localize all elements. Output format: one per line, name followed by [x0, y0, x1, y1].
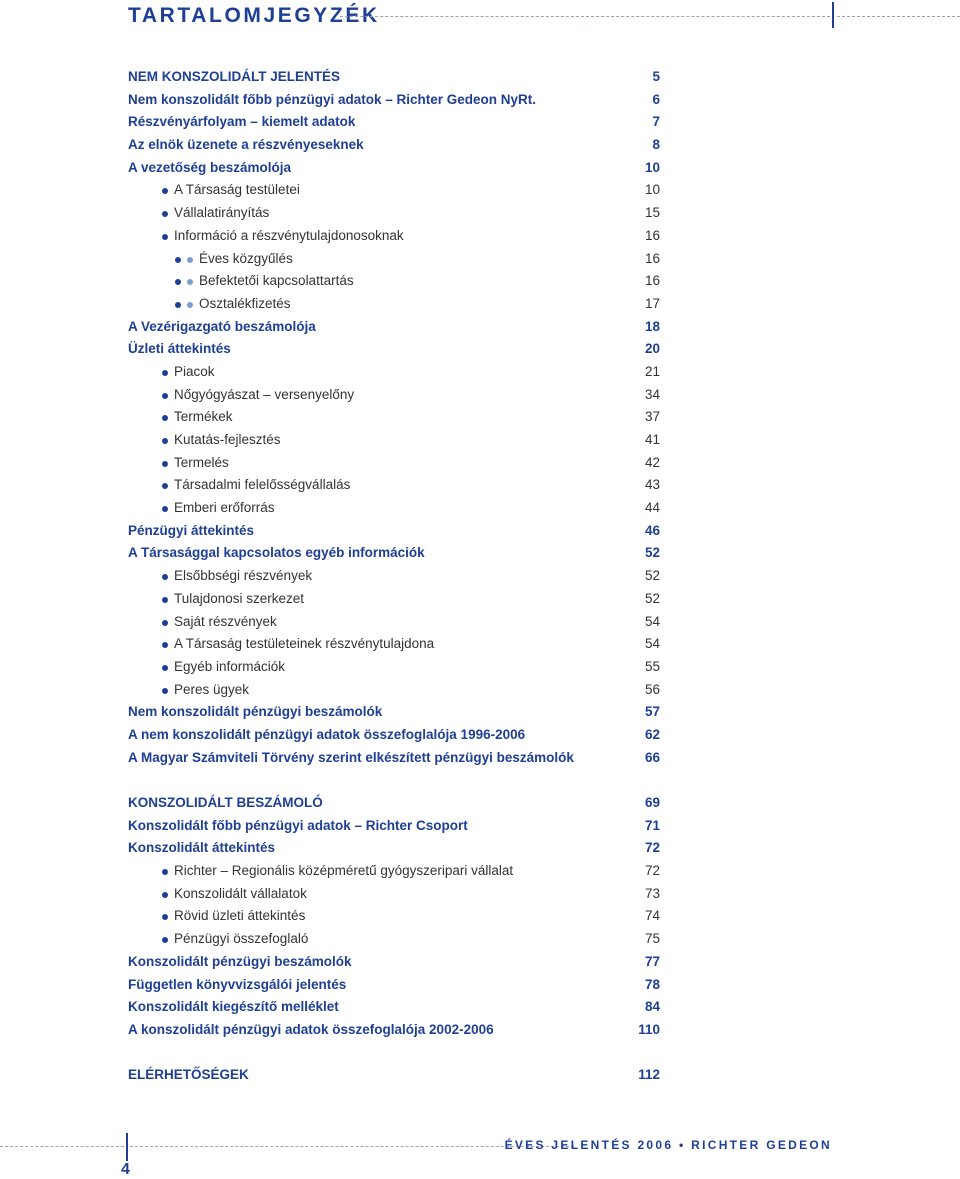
toc-entry-label: Termelés: [174, 454, 229, 470]
toc-entry-label: NEM KONSZOLIDÁLT JELENTÉS: [128, 69, 341, 84]
toc-entry[interactable]: [128, 996, 660, 1019]
toc-entry-label: Az elnök üzenete a részvényeseknek: [128, 137, 364, 153]
toc-entry-label: Emberi erőforrás: [174, 500, 275, 516]
bullet-icon: [175, 279, 181, 285]
toc-entry-page-number: 72: [644, 840, 660, 856]
toc-entry-page-number: 110: [638, 1021, 660, 1037]
toc-entry-page-number: 18: [644, 318, 660, 334]
toc-section-spacer: [128, 1042, 660, 1065]
header-vertical-bar: [832, 2, 834, 28]
header-divider-right: [340, 16, 830, 17]
bullet-icon: [175, 257, 181, 263]
toc-entry-page-number: 34: [644, 386, 660, 402]
toc-entry-page-number: 54: [644, 613, 660, 629]
toc-entry-page-number: 74: [644, 908, 660, 924]
footer-publication-title: ÉVES JELENTÉS 2006 • RICHTER GEDEON: [504, 1138, 832, 1152]
toc-entry-label: KONSZOLIDÁLT BESZÁMOLÓ: [128, 795, 323, 810]
toc-entry-page-number: 10: [644, 182, 660, 198]
toc-entry-page-number: 66: [644, 749, 660, 765]
toc-entry-page-number: 77: [644, 953, 660, 969]
toc-entry-page-number: 10: [644, 159, 660, 175]
toc-entry-label: Független könyvvizsgálói jelentés: [128, 976, 347, 992]
toc-entry-label: Rövid üzleti áttekintés: [174, 908, 306, 924]
toc-entry[interactable]: [128, 542, 660, 565]
toc-entry[interactable]: [128, 89, 660, 112]
toc-entry-page-number: 41: [644, 432, 660, 447]
toc-entry-page-number: 7: [652, 114, 660, 130]
bullet-icon: [162, 937, 168, 943]
toc-entry-page-number: 112: [638, 1067, 660, 1083]
bullet-icon: [162, 620, 168, 626]
toc-entry[interactable]: [128, 293, 660, 316]
toc-entry-page-number: 44: [644, 500, 660, 516]
bullet-icon: [162, 393, 168, 399]
toc-entry[interactable]: [128, 361, 660, 384]
bullet-icon: [162, 370, 168, 376]
toc-entry-page-number: 52: [644, 590, 660, 606]
bullet-icon: [187, 302, 193, 308]
toc-entry-label: Elsőbbségi részvények: [174, 568, 313, 584]
toc-entry-label: Peres ügyek: [174, 681, 250, 697]
toc-entry-label: Nem konszolidált főbb pénzügyi adatok – Richter Gedeon NyRt.: [128, 91, 537, 107]
toc-entry-label: Nőgyógyászat – versenyelőny: [174, 386, 355, 402]
toc-entry-page-number: 62: [644, 726, 660, 742]
toc-entry-label: Információ a részvénytulajdonosoknak: [174, 227, 404, 243]
toc-entry-label: Termékek: [174, 409, 233, 425]
toc-entry-page-number: 73: [644, 885, 660, 901]
toc-entry-page-number: 84: [644, 999, 660, 1015]
toc-entry[interactable]: [128, 565, 660, 588]
page-number: 4: [121, 1161, 130, 1178]
toc-entry-page-number: 37: [644, 409, 660, 425]
toc-entry[interactable]: [128, 338, 660, 361]
toc-entry-page-number: 54: [644, 636, 660, 652]
bullet-icon: [162, 665, 168, 671]
bullet-icon: [162, 574, 168, 580]
toc-entry[interactable]: [128, 248, 660, 271]
bullet-icon: [162, 234, 168, 240]
toc-entry[interactable]: [128, 1019, 660, 1042]
toc-entry[interactable]: [128, 928, 660, 951]
toc-entry-page-number: 17: [644, 295, 660, 311]
toc-entry[interactable]: [128, 202, 660, 225]
toc-entry[interactable]: [128, 406, 660, 429]
toc-entry[interactable]: [128, 134, 660, 157]
toc-entry[interactable]: [128, 701, 660, 724]
toc-entry-page-number: 78: [644, 976, 660, 992]
bullet-icon: [162, 892, 168, 898]
toc-entry[interactable]: [128, 157, 660, 180]
toc-entry[interactable]: [128, 316, 660, 339]
toc-entry-label: A konszolidált pénzügyi adatok összefoglalója 2002-2006: [128, 1021, 494, 1037]
bullet-icon: [162, 688, 168, 694]
bullet-icon: [162, 211, 168, 217]
toc-entry[interactable]: [128, 225, 660, 248]
toc-entry[interactable]: [128, 860, 660, 883]
toc-entry-page-number: 69: [644, 795, 660, 810]
toc-entry[interactable]: [128, 792, 660, 815]
toc-entry[interactable]: [128, 270, 660, 293]
toc-entry[interactable]: [128, 679, 660, 702]
toc-entry-label: Richter – Regionális középméretű gyógyszeripari vállalat: [174, 863, 514, 879]
toc-entry[interactable]: [128, 452, 660, 475]
toc-entry[interactable]: [128, 179, 660, 202]
toc-entry-label: Konszolidált vállalatok: [174, 885, 307, 901]
toc-entry-page-number: 75: [644, 931, 660, 947]
toc-entry-label: Részvényárfolyam – kiemelt adatok: [128, 114, 356, 130]
toc-entry-page-number: 16: [644, 227, 660, 243]
toc-entry-label: A vezetőség beszámolója: [128, 159, 292, 175]
toc-entry[interactable]: [128, 429, 660, 452]
toc-entry-label: Kutatás-fejlesztés: [174, 432, 281, 447]
toc-entry[interactable]: [128, 815, 660, 838]
toc-entry-label: A nem konszolidált pénzügyi adatok összefoglalója 1996-2006: [128, 726, 526, 742]
toc-entry-label: Pénzügyi összefoglaló: [174, 931, 309, 947]
toc-entry-page-number: 56: [644, 681, 660, 697]
toc-entry-label: Saját részvények: [174, 613, 277, 629]
toc-entry-page-number: 42: [644, 454, 660, 470]
toc-entry-page-number: 5: [652, 69, 660, 84]
bullet-icon: [162, 597, 168, 603]
toc-entry[interactable]: [128, 747, 660, 770]
toc-entry-label: Konszolidált áttekintés: [128, 840, 276, 856]
toc-entry-label: A Társaság testületeinek részvénytulajdona: [174, 636, 435, 652]
toc-entry-label: A Társasággal kapcsolatos egyéb információk: [128, 545, 425, 561]
toc-entry[interactable]: [128, 883, 660, 906]
toc-entry[interactable]: [128, 837, 660, 860]
toc-entry-label: Egyéb információk: [174, 658, 286, 674]
toc-entry-label: Vállalatirányítás: [174, 205, 270, 221]
bullet-icon: [162, 461, 168, 467]
toc-entry[interactable]: [128, 724, 660, 747]
toc-entry[interactable]: [128, 66, 660, 89]
toc-entry-label: ELÉRHETŐSÉGEK: [128, 1067, 249, 1083]
toc-entry-page-number: 52: [644, 568, 660, 584]
bullet-icon: [162, 438, 168, 444]
toc-entry[interactable]: [128, 656, 660, 679]
toc-entry-label: Tulajdonosi szerkezet: [174, 590, 305, 606]
toc-entry[interactable]: [128, 474, 660, 497]
toc-entry[interactable]: [128, 1064, 660, 1087]
bullet-icon: [162, 506, 168, 512]
toc-entry-page-number: 21: [644, 363, 660, 379]
toc-entry-label: Nem konszolidált pénzügyi beszámolók: [128, 704, 383, 720]
toc-entry-page-number: 46: [644, 522, 660, 538]
footer-vertical-bar: [126, 1133, 128, 1161]
toc-entry[interactable]: [128, 588, 660, 611]
toc-entry[interactable]: [128, 611, 660, 634]
toc-entry-page-number: 15: [644, 205, 660, 221]
bullet-icon: [162, 415, 168, 421]
bullet-icon: [162, 483, 168, 489]
toc-entry-label: Társadalmi felelősségvállalás: [174, 477, 351, 493]
bullet-icon: [162, 914, 168, 920]
toc-entry-page-number: 8: [652, 137, 660, 153]
page-title: TARTALOMJEGYZÉK: [128, 4, 380, 27]
toc-entry-page-number: 72: [644, 863, 660, 879]
toc-entry-page-number: 71: [644, 817, 660, 833]
toc-entry-page-number: 57: [644, 704, 660, 720]
toc-entry-page-number: 52: [644, 545, 660, 561]
toc-entry-page-number: 6: [652, 91, 660, 107]
toc-entry-label: Üzleti áttekintés: [128, 341, 231, 357]
bullet-icon: [162, 188, 168, 194]
header-divider-far-right: [837, 16, 960, 17]
table-of-contents: [128, 66, 660, 1087]
toc-entry-label: Befektetői kapcsolattartás: [199, 273, 354, 289]
toc-entry-label: Konszolidált főbb pénzügyi adatok – Richter Csoport: [128, 817, 468, 833]
toc-entry[interactable]: [128, 951, 660, 974]
toc-entry[interactable]: [128, 111, 660, 134]
toc-entry-page-number: 16: [644, 273, 660, 289]
toc-entry-label: A Társaság testületei: [174, 182, 300, 198]
toc-entry-page-number: 43: [644, 477, 660, 493]
bullet-icon: [162, 642, 168, 648]
toc-entry[interactable]: [128, 974, 660, 997]
toc-entry[interactable]: [128, 905, 660, 928]
toc-entry-label: Konszolidált kiegészítő melléklet: [128, 999, 339, 1015]
toc-entry[interactable]: [128, 384, 660, 407]
toc-entry[interactable]: [128, 497, 660, 520]
toc-entry-label: Osztalékfizetés: [199, 295, 291, 311]
bullet-icon: [187, 279, 193, 285]
toc-entry-label: A Magyar Számviteli Törvény szerint elkészített pénzügyi beszámolók: [128, 749, 574, 765]
bullet-icon: [187, 257, 193, 263]
toc-entry-label: A Vezérigazgató beszámolója: [128, 318, 316, 334]
footer-divider-left: [0, 1146, 124, 1147]
toc-entry-page-number: 55: [644, 658, 660, 674]
toc-entry[interactable]: [128, 633, 660, 656]
toc-entry-label: Piacok: [174, 363, 215, 379]
toc-entry-page-number: 16: [644, 250, 660, 266]
bullet-icon: [162, 869, 168, 875]
toc-entry-label: Éves közgyűlés: [199, 250, 293, 266]
toc-entry-page-number: 20: [644, 341, 660, 357]
toc-entry-label: Konszolidált pénzügyi beszámolók: [128, 953, 352, 969]
toc-entry[interactable]: [128, 520, 660, 543]
toc-section-spacer: [128, 769, 660, 792]
toc-entry-label: Pénzügyi áttekintés: [128, 522, 255, 538]
bullet-icon: [175, 302, 181, 308]
